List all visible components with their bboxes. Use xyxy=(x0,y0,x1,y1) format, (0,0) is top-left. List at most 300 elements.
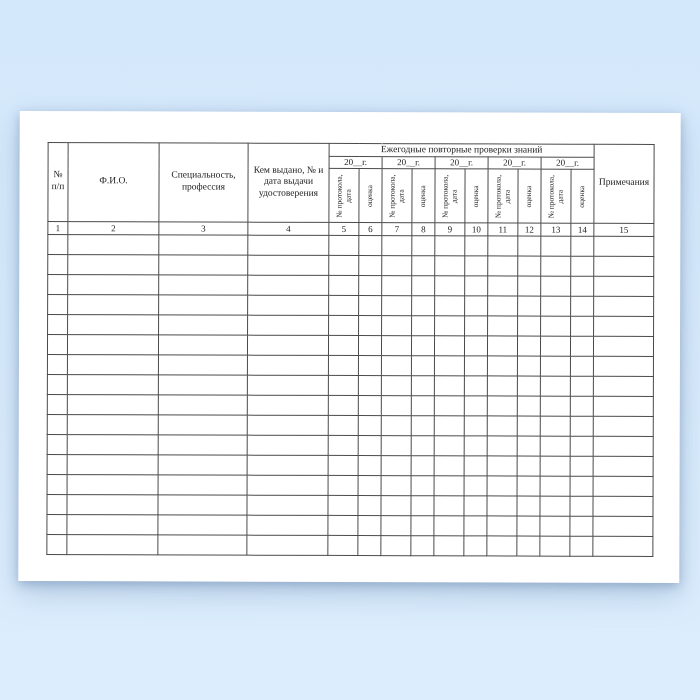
empty-cell xyxy=(464,496,487,516)
header-grade-4 xyxy=(518,169,541,223)
empty-cell xyxy=(487,436,517,456)
empty-cell xyxy=(464,516,487,536)
empty-cell xyxy=(358,456,381,476)
empty-cell xyxy=(47,355,67,375)
empty-cell xyxy=(435,236,465,256)
empty-cell xyxy=(48,295,68,315)
empty-cell xyxy=(487,516,517,536)
empty-cell xyxy=(158,535,247,555)
rotated-label: № протокола, дата xyxy=(440,174,458,218)
empty-cell xyxy=(158,495,247,515)
empty-cell xyxy=(329,315,359,335)
empty-cell xyxy=(518,256,541,276)
empty-cell xyxy=(517,516,540,536)
column-number: 2 xyxy=(68,222,159,235)
empty-cell xyxy=(465,236,488,256)
empty-cell xyxy=(47,515,67,535)
empty-cell xyxy=(488,236,518,256)
empty-cell xyxy=(465,276,488,296)
empty-cell xyxy=(487,416,517,436)
empty-cell xyxy=(67,515,158,535)
empty-cell xyxy=(487,456,517,476)
empty-cell xyxy=(328,355,358,375)
empty-cell xyxy=(593,376,653,396)
empty-cell xyxy=(158,515,247,535)
empty-cell xyxy=(358,376,381,396)
empty-cell xyxy=(47,455,67,475)
empty-cell xyxy=(158,395,247,415)
empty-cell xyxy=(247,535,328,555)
empty-cell xyxy=(570,336,593,356)
empty-cell xyxy=(464,356,487,376)
empty-cell xyxy=(487,336,517,356)
empty-cell xyxy=(518,316,541,336)
empty-cell xyxy=(248,255,329,275)
empty-cell xyxy=(411,416,434,436)
empty-cell xyxy=(593,336,653,356)
header-name: Ф.И.О. xyxy=(68,143,159,222)
rotated-label: № протокола, дата xyxy=(546,174,564,218)
empty-cell xyxy=(159,255,248,275)
empty-cell xyxy=(328,395,358,415)
empty-cell xyxy=(247,355,328,375)
empty-cell xyxy=(67,375,158,395)
empty-cell xyxy=(381,436,411,456)
empty-cell xyxy=(381,536,411,556)
empty-cell xyxy=(594,296,654,316)
empty-cell xyxy=(359,296,382,316)
empty-cell xyxy=(247,395,328,415)
empty-cell xyxy=(382,276,412,296)
empty-cell xyxy=(570,376,593,396)
empty-cell xyxy=(570,436,593,456)
empty-cell xyxy=(381,356,411,376)
empty-cell xyxy=(328,435,358,455)
empty-cell xyxy=(159,295,248,315)
empty-cell xyxy=(358,536,381,556)
table-row xyxy=(48,295,654,317)
empty-cell xyxy=(411,476,434,496)
empty-cell xyxy=(571,276,594,296)
header-grade-3 xyxy=(465,169,488,223)
empty-cell xyxy=(540,356,570,376)
rotated-label: № протокола, дата xyxy=(334,173,352,218)
empty-cell xyxy=(488,316,518,336)
empty-cell xyxy=(329,235,359,255)
empty-cell xyxy=(248,315,329,335)
header-issued-by: Кем выдано, № и дата выдачи удостоверения xyxy=(248,143,329,222)
table-row xyxy=(48,235,654,257)
empty-cell xyxy=(67,415,158,435)
empty-cell xyxy=(540,336,570,356)
column-number: 6 xyxy=(359,223,382,236)
empty-cell xyxy=(248,295,329,315)
empty-cell xyxy=(47,335,67,355)
column-number: 3 xyxy=(159,222,248,235)
empty-cell xyxy=(411,536,434,556)
empty-cell xyxy=(593,456,653,476)
empty-cell xyxy=(382,236,412,256)
empty-cell xyxy=(593,476,653,496)
empty-cell xyxy=(487,496,517,516)
empty-cell xyxy=(358,396,381,416)
empty-cell xyxy=(158,335,247,355)
empty-cell xyxy=(540,376,570,396)
knowledge-check-register-table xyxy=(46,142,654,557)
rotated-label: № протокола, дата xyxy=(387,173,405,218)
empty-cell xyxy=(381,396,411,416)
table-row xyxy=(47,515,653,537)
empty-cell xyxy=(518,296,541,316)
empty-cell xyxy=(540,536,570,556)
empty-cell xyxy=(487,376,517,396)
header-protocol-1 xyxy=(329,168,359,222)
empty-cell xyxy=(48,255,68,275)
empty-cell xyxy=(411,356,434,376)
empty-cell xyxy=(435,316,465,336)
empty-cell xyxy=(381,376,411,396)
empty-cell xyxy=(411,396,434,416)
empty-cell xyxy=(328,415,358,435)
empty-cell xyxy=(67,455,158,475)
empty-cell xyxy=(411,376,434,396)
header-protocol-4 xyxy=(488,169,518,223)
header-notes: Примечания xyxy=(594,144,654,223)
empty-cell xyxy=(158,475,247,495)
column-number: 11 xyxy=(488,223,518,236)
rotated-label: оценка xyxy=(365,184,375,207)
empty-cell xyxy=(359,276,382,296)
empty-cell xyxy=(487,396,517,416)
empty-cell xyxy=(158,435,247,455)
empty-cell xyxy=(328,535,358,555)
empty-cell xyxy=(517,536,540,556)
empty-cell xyxy=(158,375,247,395)
empty-cell xyxy=(359,256,382,276)
empty-cell xyxy=(247,375,328,395)
column-number: 12 xyxy=(518,223,541,236)
empty-cell xyxy=(358,476,381,496)
empty-cell xyxy=(158,455,247,475)
header-year-3: 20__г. xyxy=(435,157,488,169)
empty-rows-body xyxy=(47,235,654,557)
empty-cell xyxy=(570,476,593,496)
empty-cell xyxy=(517,336,540,356)
empty-cell xyxy=(517,396,540,416)
rotated-label: № протокола, дата xyxy=(493,174,511,218)
empty-cell xyxy=(67,495,158,515)
empty-cell xyxy=(68,275,159,295)
empty-cell xyxy=(464,416,487,436)
empty-cell xyxy=(517,476,540,496)
empty-cell xyxy=(464,436,487,456)
empty-cell xyxy=(247,515,328,535)
empty-cell xyxy=(593,516,653,536)
empty-cell xyxy=(382,256,412,276)
empty-cell xyxy=(381,336,411,356)
empty-cell xyxy=(434,416,464,436)
empty-cell xyxy=(48,315,68,335)
empty-cell xyxy=(570,536,593,556)
empty-cell xyxy=(593,536,653,556)
header-grade-5 xyxy=(571,169,594,223)
empty-cell xyxy=(329,255,359,275)
empty-cell xyxy=(570,516,593,536)
empty-cell xyxy=(517,416,540,436)
empty-cell xyxy=(594,236,654,256)
table-row xyxy=(47,495,653,517)
table-row xyxy=(47,375,653,397)
empty-cell xyxy=(594,276,654,296)
empty-cell xyxy=(434,476,464,496)
empty-cell xyxy=(47,375,67,395)
empty-cell xyxy=(48,275,68,295)
empty-cell xyxy=(541,296,571,316)
empty-cell xyxy=(570,496,593,516)
column-number: 10 xyxy=(465,223,488,236)
empty-cell xyxy=(48,235,68,255)
empty-cell xyxy=(435,256,465,276)
table-row xyxy=(47,355,653,377)
empty-cell xyxy=(487,476,517,496)
empty-cell xyxy=(358,436,381,456)
empty-cell xyxy=(68,235,159,255)
empty-cell xyxy=(434,396,464,416)
empty-cell xyxy=(465,316,488,336)
table-row xyxy=(47,475,653,497)
column-number: 9 xyxy=(435,223,465,236)
empty-cell xyxy=(358,356,381,376)
empty-cell xyxy=(540,416,570,436)
empty-cell xyxy=(411,496,434,516)
header-protocol-5 xyxy=(541,169,571,223)
empty-cell xyxy=(381,456,411,476)
column-number: 5 xyxy=(329,222,359,235)
rotated-label: оценка xyxy=(418,184,428,207)
table-row xyxy=(47,455,653,477)
empty-cell xyxy=(541,256,571,276)
empty-cell xyxy=(571,316,594,336)
empty-cell xyxy=(247,335,328,355)
header-grade-2 xyxy=(412,169,435,223)
empty-cell xyxy=(47,535,67,555)
empty-cell xyxy=(487,356,517,376)
empty-cell xyxy=(464,336,487,356)
empty-cell xyxy=(571,236,594,256)
empty-cell xyxy=(358,496,381,516)
empty-cell xyxy=(381,416,411,436)
empty-cell xyxy=(159,315,248,335)
column-number: 15 xyxy=(594,223,654,236)
empty-cell xyxy=(358,416,381,436)
header-specialty: Специальность, профессия xyxy=(159,143,248,222)
empty-cell xyxy=(435,276,465,296)
table-row xyxy=(48,275,654,297)
empty-cell xyxy=(68,295,159,315)
empty-cell xyxy=(412,316,435,336)
empty-cell xyxy=(593,396,653,416)
empty-cell xyxy=(67,355,158,375)
empty-cell xyxy=(593,356,653,376)
table-row xyxy=(47,435,653,457)
empty-cell xyxy=(517,356,540,376)
empty-cell xyxy=(159,275,248,295)
empty-cell xyxy=(541,276,571,296)
empty-cell xyxy=(47,475,67,495)
empty-cell xyxy=(541,236,571,256)
header-section xyxy=(48,143,654,237)
empty-cell xyxy=(464,376,487,396)
paper-sheet xyxy=(18,111,680,583)
empty-cell xyxy=(540,436,570,456)
rotated-label: оценка xyxy=(577,185,587,208)
empty-cell xyxy=(158,355,247,375)
empty-cell xyxy=(67,435,158,455)
empty-cell xyxy=(517,496,540,516)
empty-cell xyxy=(465,256,488,276)
empty-cell xyxy=(594,256,654,276)
empty-cell xyxy=(434,356,464,376)
empty-cell xyxy=(358,516,381,536)
empty-cell xyxy=(68,255,159,275)
empty-cell xyxy=(328,475,358,495)
empty-cell xyxy=(328,495,358,515)
empty-cell xyxy=(594,316,654,336)
empty-cell xyxy=(464,456,487,476)
empty-cell xyxy=(593,496,653,516)
column-number: 14 xyxy=(571,223,594,236)
empty-cell xyxy=(488,276,518,296)
column-number: 4 xyxy=(248,222,329,235)
empty-cell xyxy=(381,516,411,536)
table-row xyxy=(48,255,654,277)
empty-cell xyxy=(247,415,328,435)
empty-cell xyxy=(540,496,570,516)
empty-cell xyxy=(464,536,487,556)
empty-cell xyxy=(47,495,67,515)
empty-cell xyxy=(518,236,541,256)
header-year-4: 20__г. xyxy=(488,157,541,169)
empty-cell xyxy=(593,416,653,436)
empty-cell xyxy=(159,235,248,255)
empty-cell xyxy=(434,456,464,476)
empty-cell xyxy=(541,316,571,336)
empty-cell xyxy=(411,456,434,476)
empty-cell xyxy=(329,295,359,315)
empty-cell xyxy=(47,435,67,455)
header-annual-checks-group: Ежегодные повторные проверки знаний xyxy=(329,143,594,157)
empty-cell xyxy=(570,356,593,376)
empty-cell xyxy=(487,536,517,556)
empty-cell xyxy=(411,516,434,536)
header-protocol-2 xyxy=(382,169,412,223)
empty-cell xyxy=(571,256,594,276)
table-row xyxy=(47,415,653,437)
empty-cell xyxy=(570,396,593,416)
header-protocol-3 xyxy=(435,169,465,223)
empty-cell xyxy=(517,456,540,476)
empty-cell xyxy=(328,335,358,355)
empty-cell xyxy=(248,275,329,295)
empty-cell xyxy=(434,436,464,456)
empty-cell xyxy=(247,475,328,495)
empty-cell xyxy=(412,236,435,256)
column-number: 13 xyxy=(541,223,571,236)
empty-cell xyxy=(411,336,434,356)
column-number: 8 xyxy=(412,223,435,236)
empty-cell xyxy=(158,415,247,435)
empty-cell xyxy=(67,395,158,415)
empty-cell xyxy=(247,435,328,455)
empty-cell xyxy=(247,495,328,515)
table-row xyxy=(47,335,653,357)
empty-cell xyxy=(517,436,540,456)
table-row xyxy=(47,395,653,417)
empty-cell xyxy=(434,376,464,396)
empty-cell xyxy=(540,396,570,416)
empty-cell xyxy=(329,275,359,295)
header-number: № п/п xyxy=(48,143,68,222)
empty-cell xyxy=(359,236,382,256)
empty-cell xyxy=(434,536,464,556)
empty-cell xyxy=(328,455,358,475)
empty-cell xyxy=(465,296,488,316)
empty-cell xyxy=(570,456,593,476)
empty-cell xyxy=(359,316,382,336)
empty-cell xyxy=(248,235,329,255)
empty-cell xyxy=(67,475,158,495)
table-header-row-group xyxy=(48,143,654,158)
empty-cell xyxy=(434,336,464,356)
column-number: 1 xyxy=(48,222,68,235)
empty-cell xyxy=(593,436,653,456)
rotated-label: оценка xyxy=(471,184,481,207)
empty-cell xyxy=(411,436,434,456)
empty-cell xyxy=(67,535,158,555)
empty-cell xyxy=(517,376,540,396)
empty-cell xyxy=(67,335,158,355)
empty-cell xyxy=(358,336,381,356)
empty-cell xyxy=(488,256,518,276)
empty-cell xyxy=(328,515,358,535)
column-number: 7 xyxy=(382,223,412,236)
empty-cell xyxy=(488,296,518,316)
rotated-label: оценка xyxy=(524,185,534,208)
empty-cell xyxy=(47,415,67,435)
empty-cell xyxy=(412,296,435,316)
empty-cell xyxy=(68,315,159,335)
empty-cell xyxy=(47,395,67,415)
empty-cell xyxy=(464,396,487,416)
header-grade-1 xyxy=(359,169,382,223)
empty-cell xyxy=(381,496,411,516)
empty-cell xyxy=(540,456,570,476)
empty-cell xyxy=(518,276,541,296)
empty-cell xyxy=(540,516,570,536)
empty-cell xyxy=(382,296,412,316)
empty-cell xyxy=(247,455,328,475)
empty-cell xyxy=(412,256,435,276)
header-year-1: 20__г. xyxy=(329,156,382,168)
empty-cell xyxy=(435,296,465,316)
empty-cell xyxy=(571,296,594,316)
empty-cell xyxy=(434,516,464,536)
empty-cell xyxy=(434,496,464,516)
empty-cell xyxy=(382,316,412,336)
header-year-5: 20__г. xyxy=(541,157,594,169)
empty-cell xyxy=(381,476,411,496)
empty-cell xyxy=(540,476,570,496)
